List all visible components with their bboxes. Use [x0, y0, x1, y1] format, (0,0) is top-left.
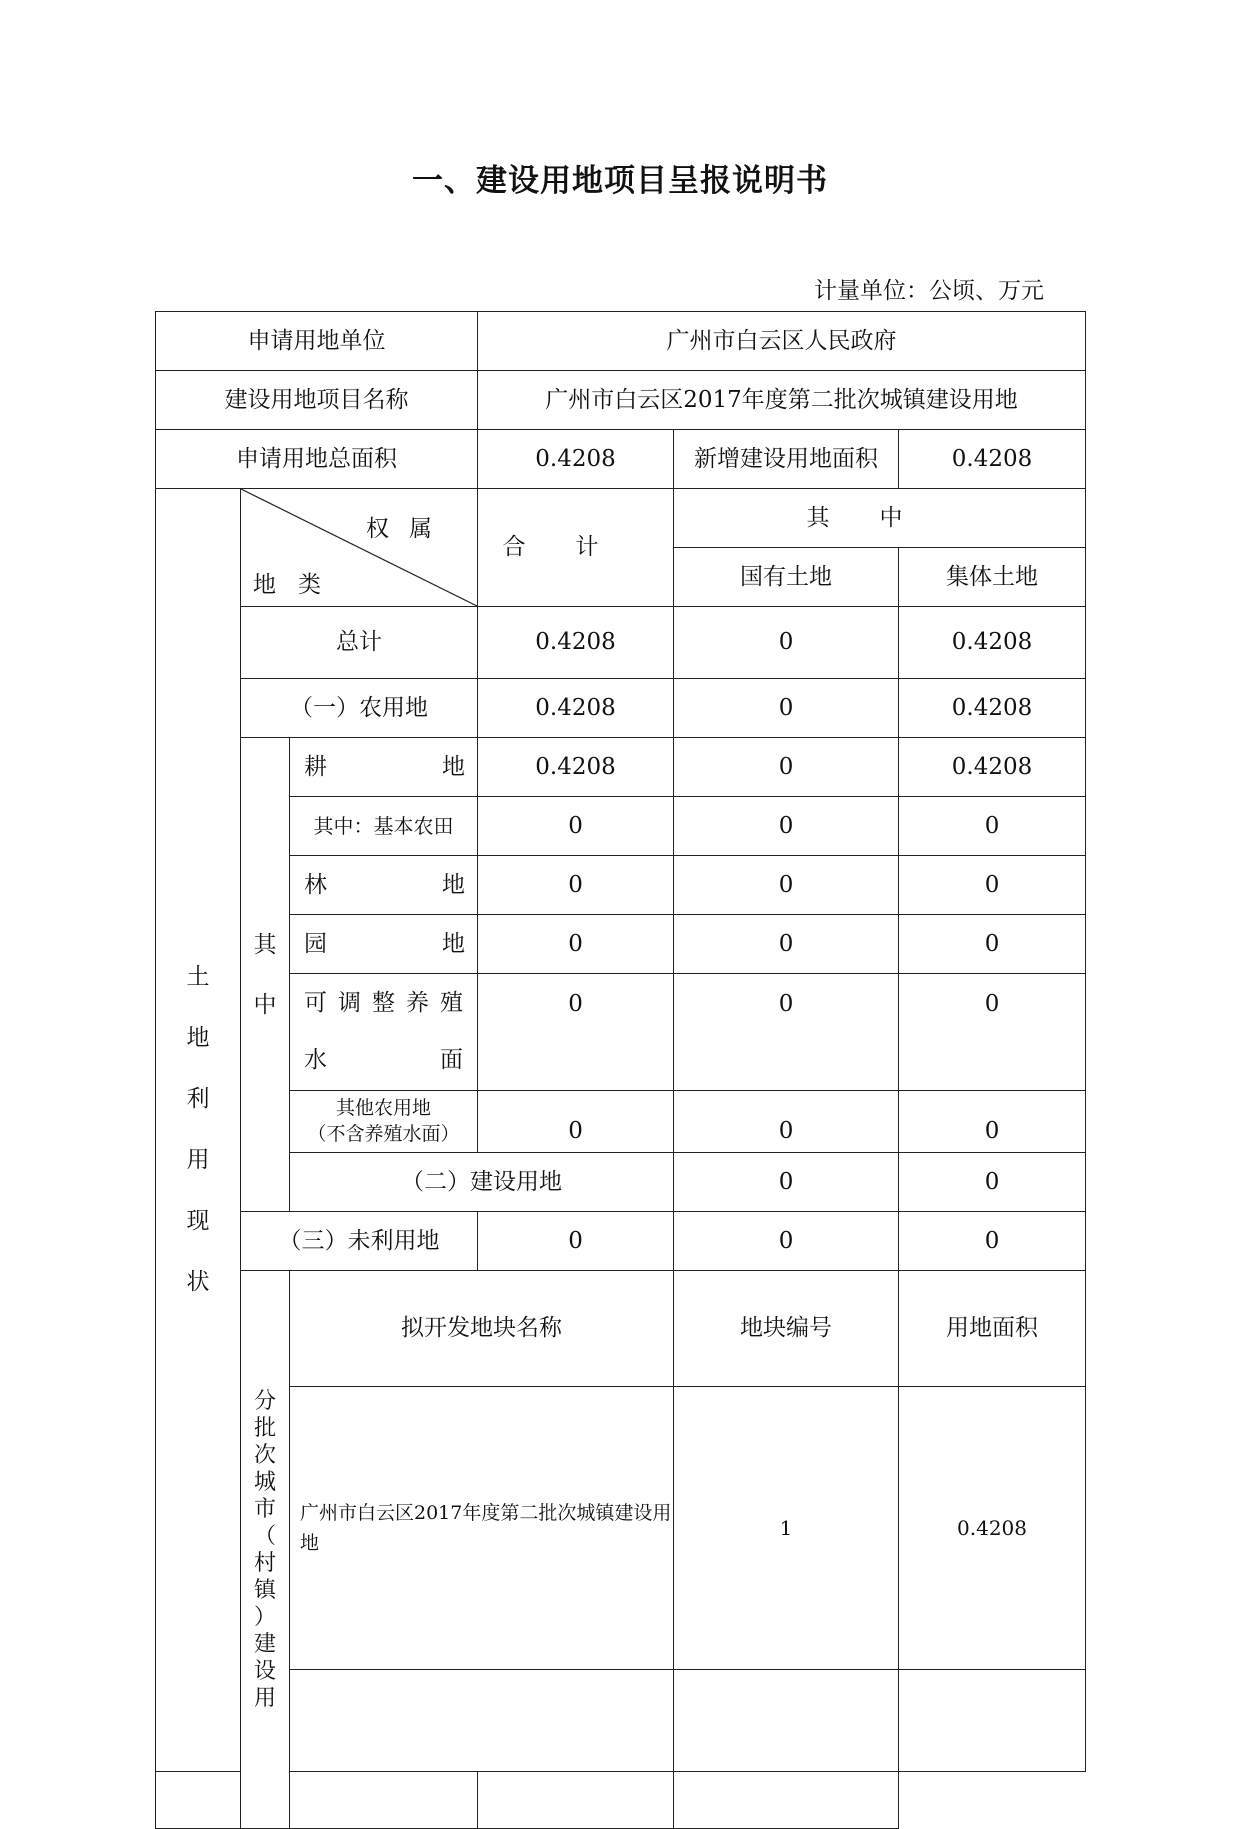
empty-cell [674, 1772, 899, 1829]
row-label: 可 调 整 养 殖 水 面 [290, 974, 478, 1091]
cell-collective: 0.4208 [899, 679, 1086, 738]
plot-number-header: 地块编号 [674, 1271, 899, 1387]
table-row [156, 738, 1086, 797]
row-label: 耕 地 [290, 738, 478, 797]
cell-state: 0 [674, 738, 899, 797]
cell-total: 0 [478, 797, 674, 856]
empty-cell [478, 1772, 674, 1829]
state-land-header: 国有土地 [674, 548, 899, 607]
table-row [156, 974, 1086, 1091]
area-value: 0.4208 [478, 430, 674, 489]
row-label: 林 地 [290, 856, 478, 915]
collective-land-header: 集体土地 [899, 548, 1086, 607]
table-row [156, 1772, 1086, 1829]
row-label: （二）建设用地 [290, 1153, 674, 1212]
table-row [156, 915, 1086, 974]
cell-state: 0 [899, 1153, 1086, 1212]
cell-state: 0 [674, 915, 899, 974]
row-label: 园 地 [290, 915, 478, 974]
land-type-header: 地类 [253, 572, 343, 599]
land-application-table [155, 311, 1086, 1829]
cell-state: 0 [674, 679, 899, 738]
batch-header-row [156, 1271, 1086, 1387]
table-row [156, 1153, 1086, 1212]
applicant-row [156, 312, 1086, 371]
empty-cell [290, 1670, 674, 1772]
plot-area-header: 用地面积 [899, 1271, 1086, 1387]
cell-collective: 0 [899, 974, 1086, 1091]
cell-total: 0 [478, 974, 674, 1091]
table-row [156, 1387, 1086, 1670]
row-label: （一）农用地 [241, 679, 478, 738]
cell-collective: 0.4208 [899, 738, 1086, 797]
new-area-value: 0.4208 [899, 430, 1086, 489]
sub-side-label: 其 中 [241, 738, 290, 1212]
plot-name: 广州市白云区2017年度第二批次城镇建设用地 [290, 1387, 674, 1670]
cell-collective: 0 [899, 1212, 1086, 1271]
project-row [156, 371, 1086, 430]
cell-total: 0 [478, 1091, 674, 1153]
table-row [156, 679, 1086, 738]
row-label: 总计 [241, 607, 478, 679]
of-which-header: 其中 [674, 489, 1086, 548]
cell-collective: 0 [899, 1091, 1086, 1153]
table-row [156, 1212, 1086, 1271]
cell-state: 0 [674, 974, 899, 1091]
diagonal-header-cell [241, 489, 478, 607]
cell-total: 0 [478, 856, 674, 915]
cell-state: 0 [674, 1091, 899, 1153]
empty-cell [899, 1670, 1086, 1772]
applicant-label: 申请用地单位 [156, 312, 478, 371]
plot-area: 0.4208 [899, 1387, 1086, 1670]
cell-state: 0 [674, 1212, 899, 1271]
batch-side-label: 分 批 次 城 市 （ 村 镇 ） 建 设 用 [241, 1271, 290, 1829]
table-row [156, 856, 1086, 915]
page-title: 一、建设用地项目呈报说明书 [412, 163, 828, 199]
table-row [156, 1091, 1086, 1153]
empty-cell [156, 1772, 290, 1829]
plot-name-header: 拟开发地块名称 [290, 1271, 674, 1387]
land-use-side-label: 土 地 利 用 现 状 [156, 489, 241, 1772]
cell-collective: 0.4208 [899, 607, 1086, 679]
cell-total: 0.4208 [478, 738, 674, 797]
ownership-header: 权属 [366, 516, 453, 542]
unit-note: 计量单位：公顷、万元 [814, 278, 1044, 304]
applicant-value: 广州市白云区人民政府 [478, 312, 1086, 371]
table-row [156, 1670, 1086, 1772]
cell-total: 0 [478, 1212, 674, 1271]
total-header: 合计 [478, 489, 674, 607]
table-row [156, 797, 1086, 856]
cell-state: 0 [674, 607, 899, 679]
cell-total: 0 [478, 915, 674, 974]
cell-state: 0 [674, 856, 899, 915]
area-label: 申请用地总面积 [156, 430, 478, 489]
cell-total: 0.4208 [478, 679, 674, 738]
cell-collective: 0 [899, 797, 1086, 856]
new-area-label: 新增建设用地面积 [674, 430, 899, 489]
empty-cell [674, 1670, 899, 1772]
row-label: 其他农用地 （不含养殖水面） [290, 1091, 478, 1153]
plot-number: 1 [674, 1387, 899, 1670]
empty-cell [290, 1772, 478, 1829]
project-label: 建设用地项目名称 [156, 371, 478, 430]
table-row [156, 607, 1086, 679]
cell-collective: 0 [899, 915, 1086, 974]
row-label: 其中：基本农田 [290, 797, 478, 856]
cell-state: 0 [674, 797, 899, 856]
cell-total: 0 [674, 1153, 899, 1212]
project-value: 广州市白云区2017年度第二批次城镇建设用地 [478, 371, 1086, 430]
land-header-row-1 [156, 489, 1086, 548]
row-label: （三）未利用地 [241, 1212, 478, 1271]
cell-total: 0.4208 [478, 607, 674, 679]
area-row [156, 430, 1086, 489]
cell-collective: 0 [899, 856, 1086, 915]
